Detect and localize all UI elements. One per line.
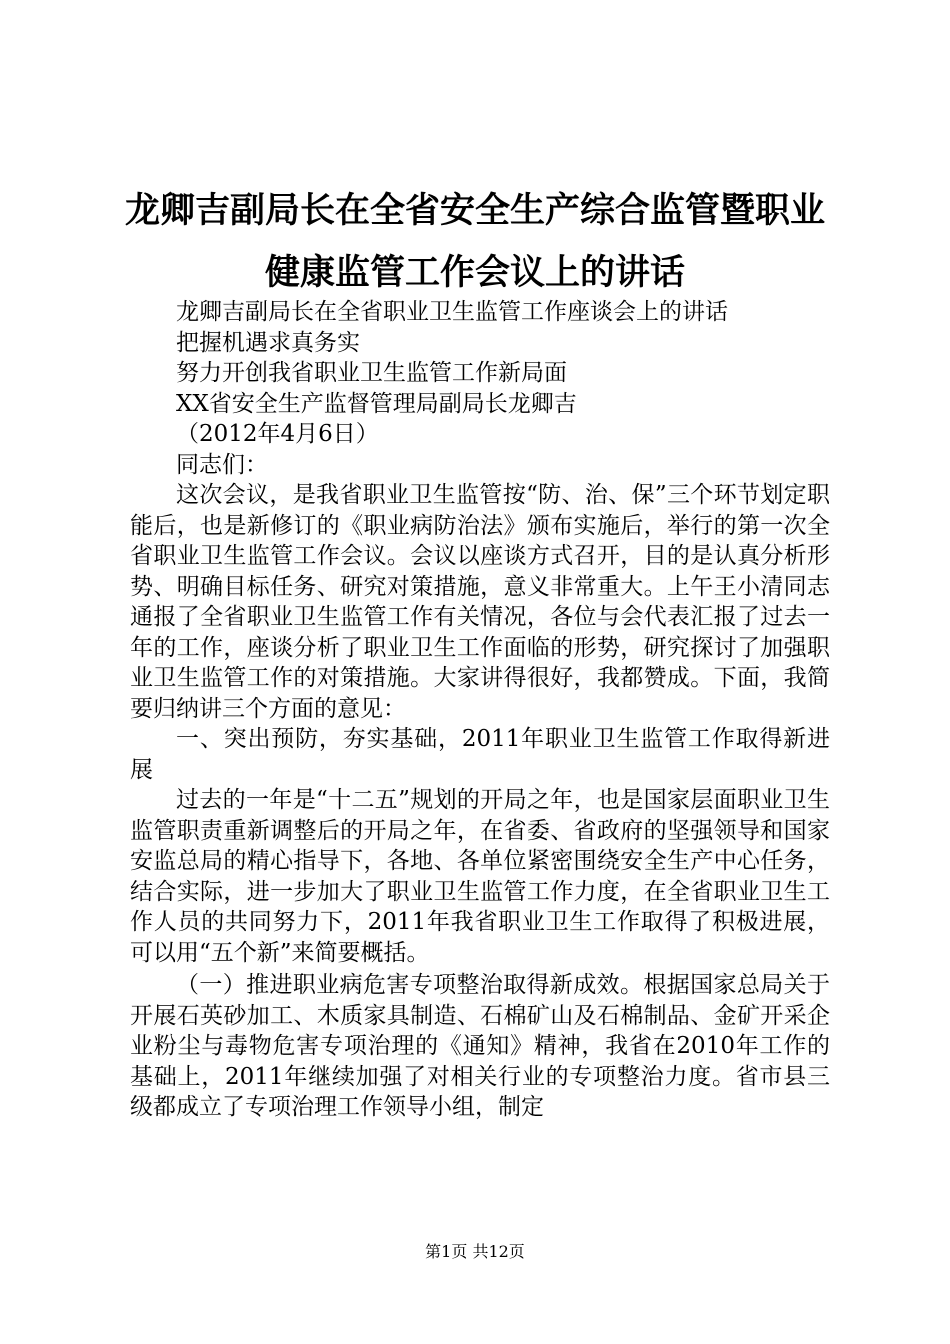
- page-footer: 第1页 共12页: [425, 1242, 525, 1261]
- body-paragraph: 这次会议，是我省职业卫生监管按“防、治、保”三个环节划定职能后，也是新修订的《职业病防治法》颁布实施后，举行的第一次全省职业卫生监管工作会议。会议以座谈方式召开，目的是认真分析形势、明确目标任务、研究对策措施，意义非常重大。上午王小清同志通报了全省职业卫生监管工作有关情况，各位与会代表汇报了过去一年的工作，座谈分析了职业卫生工作面临的形势，研究探讨了加强职业卫生监管工作的对策措施。大家讲得很好，我都赞成。下面，我简要归纳讲三个方面的意见：: [130, 482, 830, 722]
- salutation: 同志们：: [176, 451, 268, 478]
- body-paragraph: （一）推进职业病危害专项整治取得新成效。根据国家总局关于开展石英砂加工、木质家具制造、石棉矿山及石棉制品、金矿开采企业粉尘与毒物危害专项治理的《通知》精神，我省在2010年工作的基础上，2011年继续加强了对相关行业的专项整治力度。省市县三级都成立了专项治理工作领导小组，制定: [130, 972, 830, 1120]
- subtitle-line: 把握机遇求真务实: [176, 329, 360, 356]
- subtitle-line: 努力开创我省职业卫生监管工作新局面: [176, 360, 567, 386]
- document-title-line-1: 龙卿吉副局长在全省安全生产综合监管暨职业: [124, 191, 825, 231]
- date-line: （2012年4月6日）: [176, 421, 379, 447]
- document-title-line-2: 健康监管工作会议上的讲话: [264, 253, 685, 293]
- document-body: [130, 297, 830, 1123]
- author-line: XX省安全生产监督管理局副局长龙卿吉: [176, 390, 577, 417]
- body-paragraph: 过去的一年是“十二五”规划的开局之年，也是国家层面职业卫生监管职责重新调整后的开局之年，在省委、省政府的坚强领导和国家安监总局的精心指导下，各地、各单位紧密围绕安全生产中心任务，结合实际，进一步加大了职业卫生监管工作力度，在全省职业卫生工作人员的共同努力下，2011年我省职业卫生工作取得了积极进展，可以用“五个新”来简要概括。: [130, 787, 830, 966]
- section-heading: 一、突出预防，夯实基础，2011年职业卫生监管工作取得新进展: [130, 726, 830, 783]
- subtitle-line: 龙卿吉副局长在全省职业卫生监管工作座谈会上的讲话: [176, 299, 728, 325]
